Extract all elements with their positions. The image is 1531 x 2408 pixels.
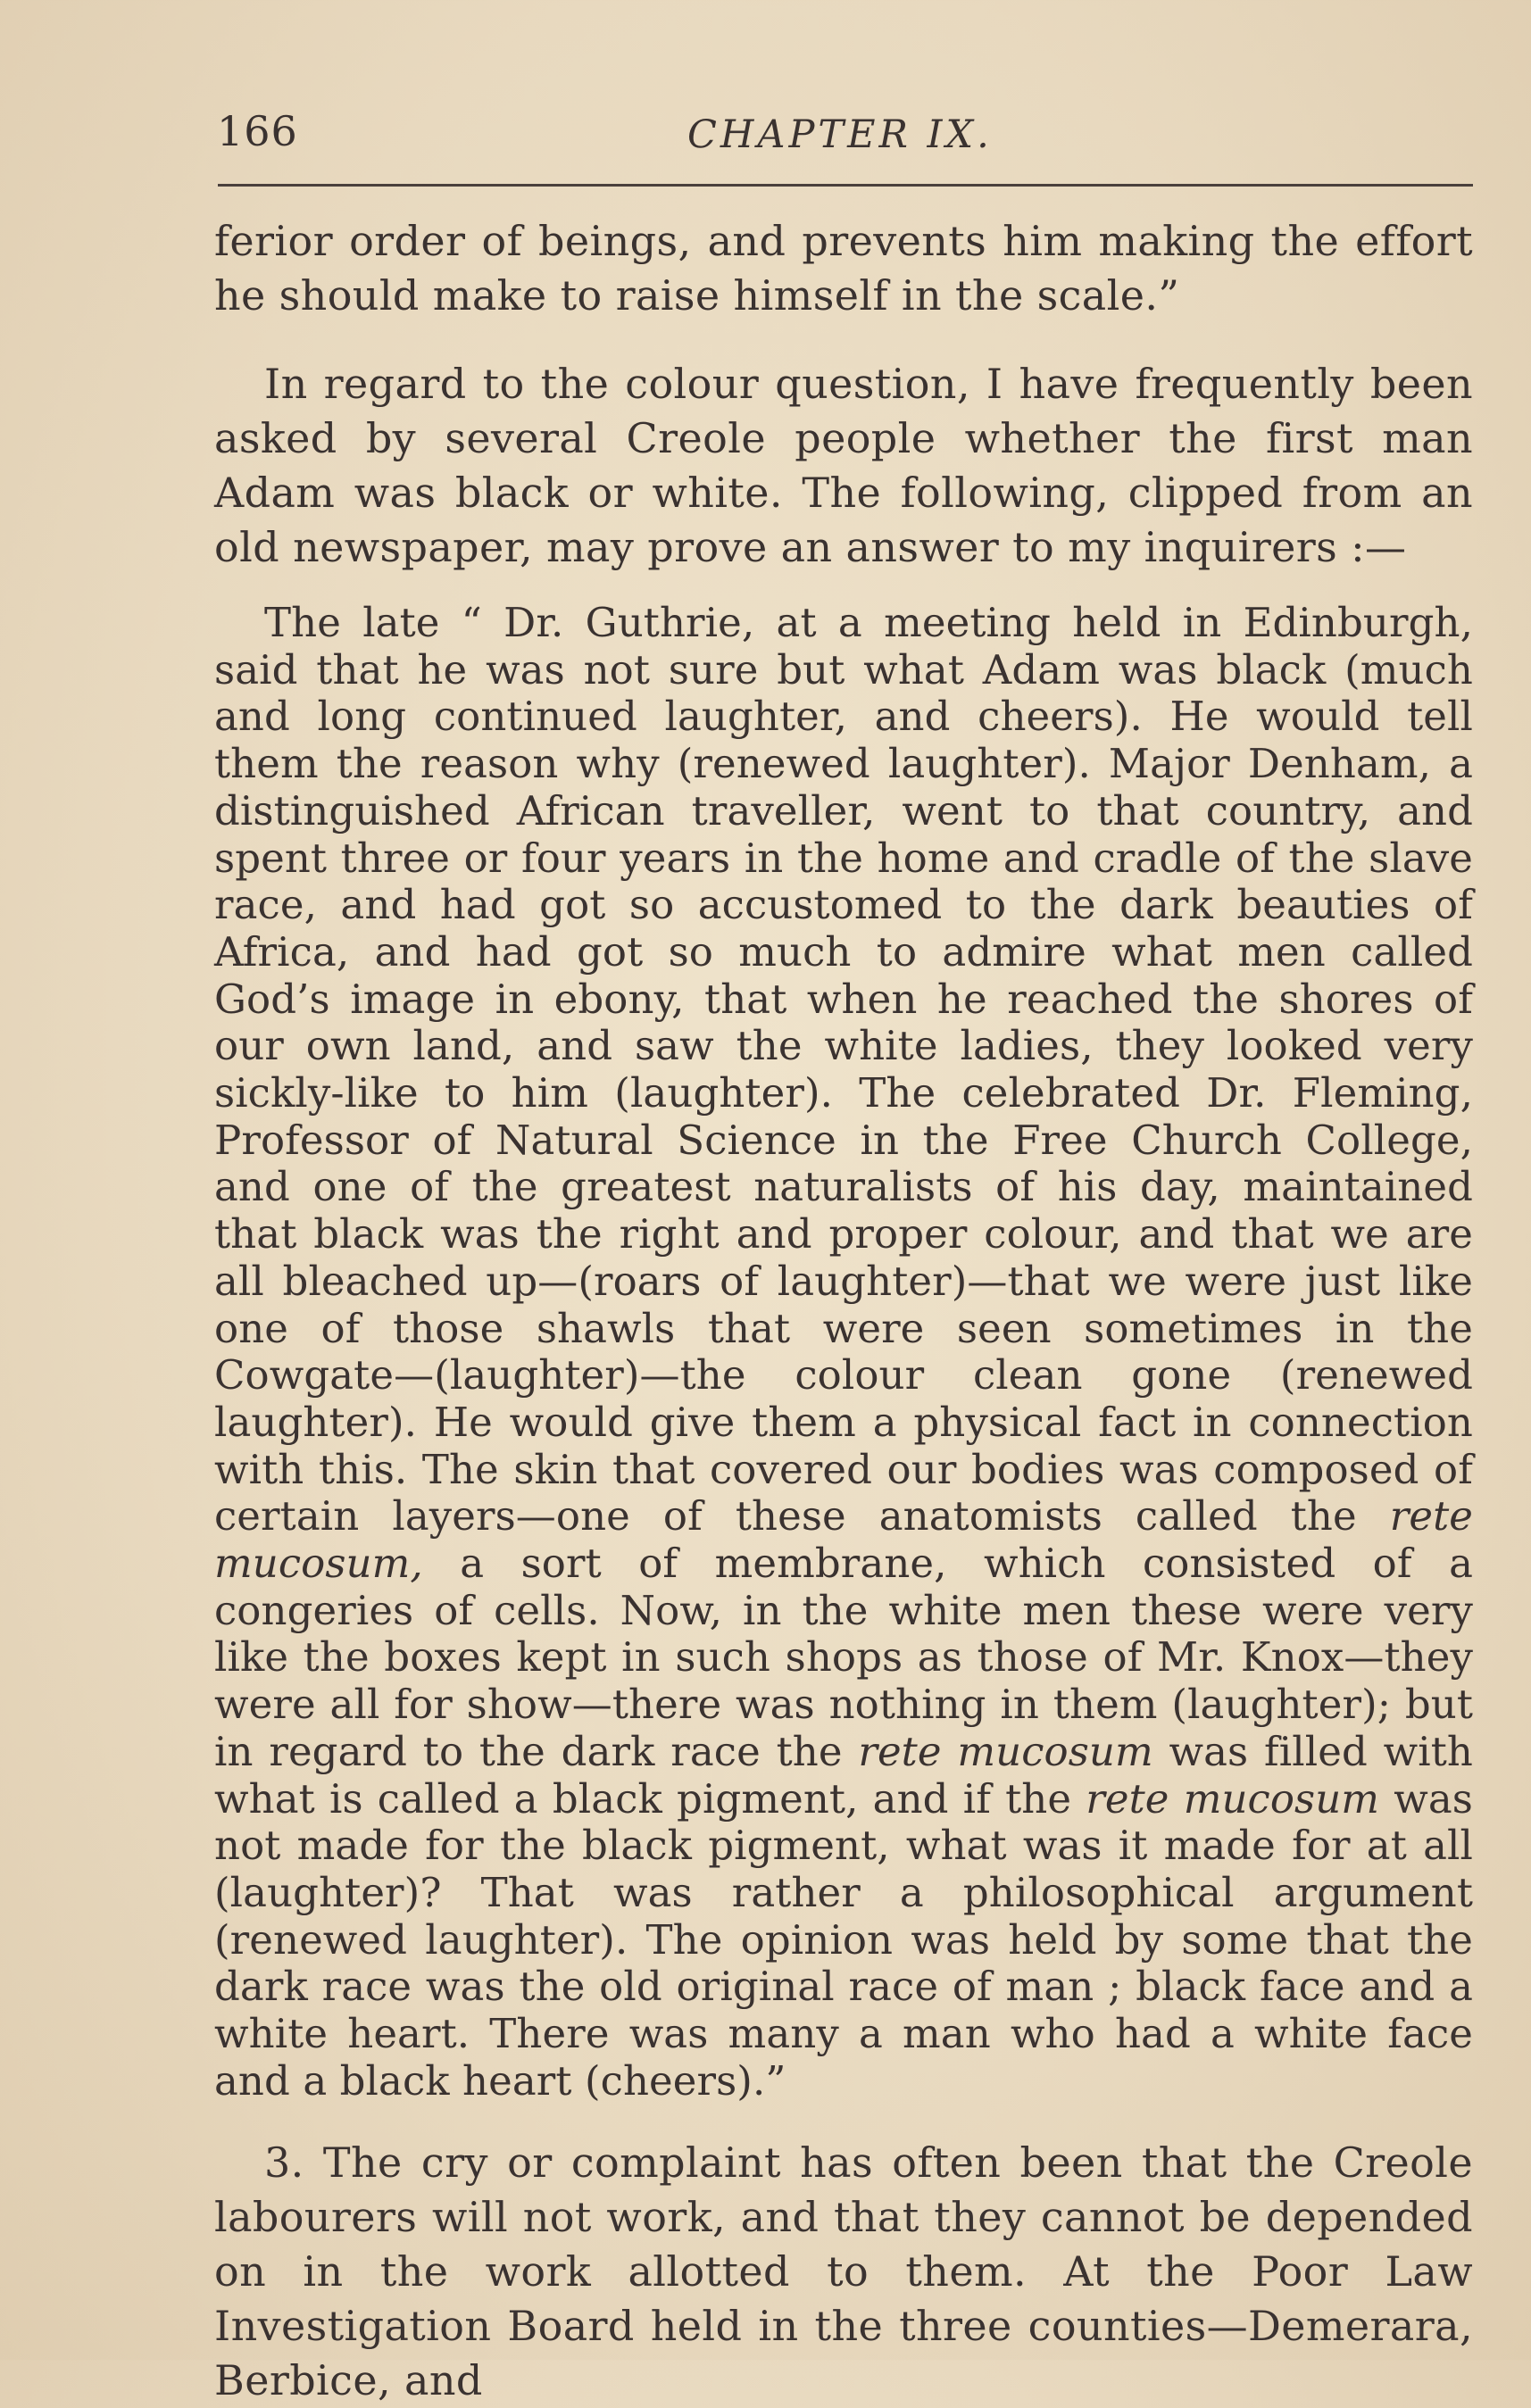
paragraph-continued: ferior order of beings, and prevents him making the effort he should make to raise himself in the scale.” [214, 217, 1473, 320]
latin-term: rete mucosum [1086, 1774, 1380, 1823]
paragraph-quotation [214, 600, 1473, 2105]
body-text [214, 214, 1473, 2408]
quote-text-a: The late “ Dr. Guthrie, at a meeting held in Edinburgh, said that he was not sure but what Adam was black (much and long continued laughter, and cheers). He would tell them the reason why (renewed laughter). Major Denham, a distinguished African traveller, went to that country, and spent three or four years in the home and cradle of the slave race, and had got so accustomed to the dark beauties of Africa, and had got so much to admire what men called God’s image in ebony, that when he reached the shores of our own land, and saw the white ladies, they looked very sickly-like to him (laughter). The celebrated Dr. Fleming, Professor of Natural Science in the Free Church College, and one of the greatest naturalists of his day, maintained that black was the right and proper colour, and that we are all bleached up—(roars of laughter)—that we were just like one of those shawls that were seen sometimes in the Cowgate—(laughter)—the colour clean gone (renewed laughter). He would give them a physical fact in connection with this. The skin that covered our bodies was composed of certain layers—one of these anatomists called the [214, 599, 1473, 1540]
book-page [214, 98, 1474, 2404]
quote-text-b: a sort of membrane, which consisted of a congeries of cells. Now, in the white men these were very like the boxes kept in such shops as those of Mr. Knox—they were all for show—there was nothing in them (laughter); but in regard to the dark race the [214, 1540, 1473, 1775]
page-header [214, 98, 1473, 184]
header-rule [218, 184, 1473, 187]
paragraph-creole-labourers: 3. The cry or complaint has often been that the Creole labourers will not work, and that they cannot be depended on in the work allotted to them. At the Poor Law Investigation Board held in the three counties—Demerara, Berbice, and [214, 2138, 1473, 2404]
latin-term: rete mucosum, [214, 1492, 1473, 1588]
running-head: CHAPTER IX. [687, 112, 993, 157]
paragraph-colour-question: In regard to the colour question, I have frequently been asked by several Creole people whether the first man Adam was black or white. The following, clipped from an old newspaper, may prove an answer to my inquirers :— [214, 360, 1473, 571]
page-number: 166 [217, 107, 298, 155]
latin-term: rete mucosum [858, 1727, 1153, 1775]
quote-text-d: was not made for the black pigment, what was it made for at all (laughter)? That was rather a philosophical argument (renewed laughter). The opinion was held by some that the dark race was the old original race of man ; black face and a white heart. There was many a man who had a white face and a black heart (cheers).” [214, 1774, 1473, 2105]
quote-text-c: was filled with what is called a black pigment, and if the [214, 1727, 1474, 1823]
